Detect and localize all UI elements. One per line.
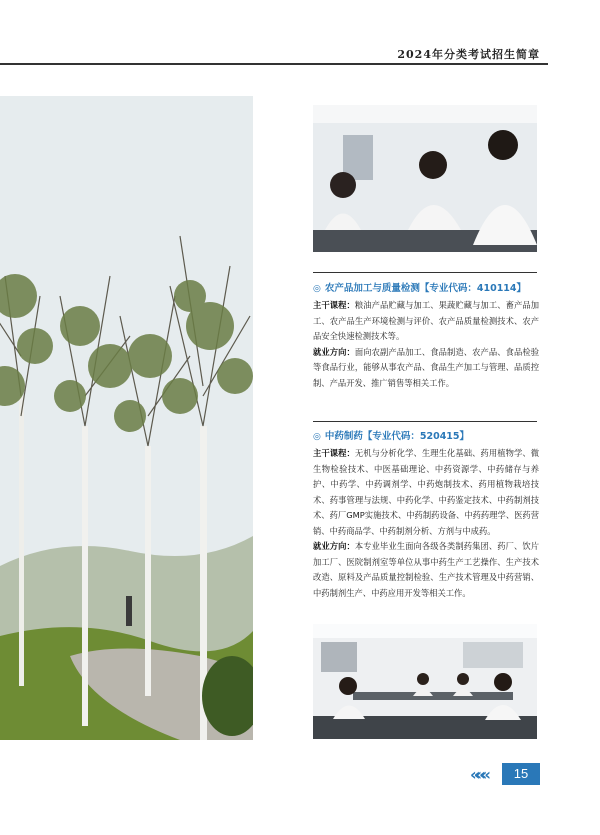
major-title: 农产品加工与质量检测【专业代码：410114】 [324, 283, 527, 294]
page-header-title: 2024年分类考试招生简章 [397, 48, 540, 61]
courses-label: 主干课程： [313, 300, 355, 310]
major-heading [313, 281, 539, 297]
career-text: 面向农副产品加工、食品制造、农产品、食品检验等食品行业，能够从事农产品、食品生产加工与管理、品质控制、产品开发、推广销售等相关工作。 [313, 346, 539, 388]
major-heading [313, 429, 539, 445]
target-bullet-icon: ◎ [313, 284, 321, 294]
major-title: 中药制药【专业代码：520415】 [324, 431, 470, 442]
courses-label: 主干课程： [313, 448, 355, 458]
courses-paragraph [313, 298, 539, 345]
courses-paragraph [313, 446, 539, 539]
career-paragraph [313, 539, 539, 601]
career-label: 就业方向： [313, 346, 355, 357]
lab-students-photo-top [313, 105, 537, 252]
career-text: 本专业毕业生面向各级各类制药集团、药厂、饮片加工厂、医院制剂室等单位从事中药生产工艺操作、生产技术改造、原料及产品质量控制检验、生产技术管理及中药营销、中药制剂生产、中药应用开发等相关工作。 [313, 541, 539, 598]
courses-text: 无机与分析化学、生理生化基础、药用植物学、微生物检验技术、中医基础理论、中药资源学、中药储存与养护、中药学、中药调剂学、中药炮制技术、药用植物栽培技术、药事管理与法规、中药化学、中药鉴定技术、中药制剂技术、药厂GMP实施技术、中药制药设备、中药药理学、医药营销、中药商品学、中药制剂分析、方剂与中成药。 [313, 448, 540, 536]
lab-students-photo-bottom [313, 624, 537, 739]
major-section-agri-products [313, 281, 539, 391]
section-divider [313, 272, 537, 273]
campus-trees-photo [0, 96, 253, 740]
career-label: 就业方向： [313, 541, 355, 551]
header-rule [0, 63, 548, 65]
career-paragraph [313, 345, 539, 392]
target-bullet-icon: ◎ [313, 432, 321, 442]
section-divider [313, 421, 537, 422]
major-section-tcm-pharmacy [313, 429, 539, 601]
page-number-badge [470, 763, 540, 785]
chevron-left-icon: ««« [470, 765, 487, 784]
page-number: 15 [502, 763, 540, 785]
courses-text: 粮油产品贮藏与加工、果蔬贮藏与加工、畜产品加工、农产品生产环境检测与评价、农产品质量检测技术、农产品安全快速检测技术等。 [313, 300, 539, 341]
